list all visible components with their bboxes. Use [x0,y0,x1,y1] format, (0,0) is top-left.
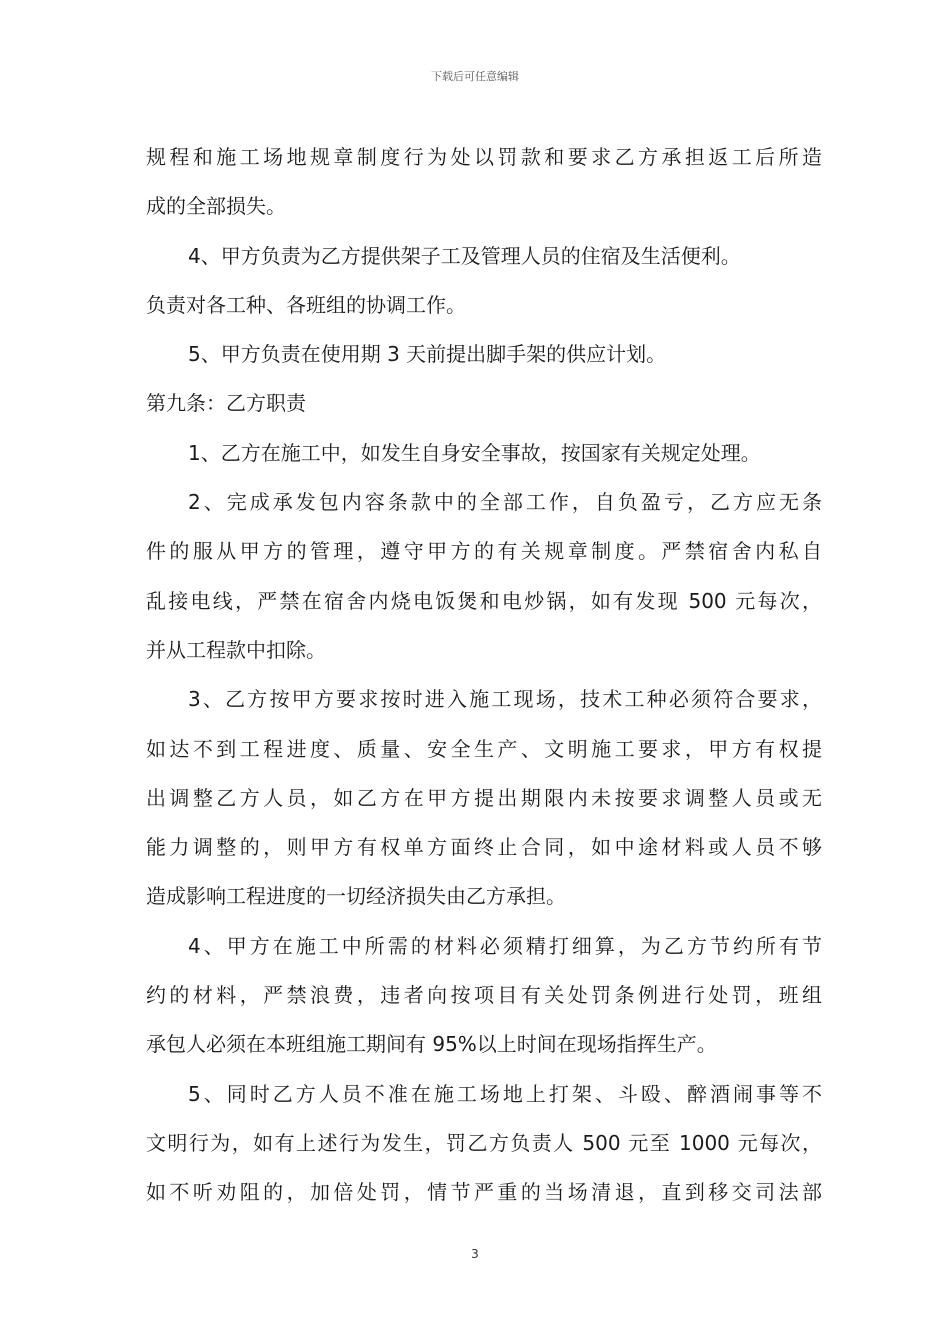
text-line: 3、乙方按甲方要求按时进入施工现场，技术工种必须符合要求， [188,687,822,712]
text-line: 件的服从甲方的管理，遵守甲方的有关规章制度。严禁宿舍内私自 [146,539,822,564]
text-line: 如不听劝阻的，加倍处罚，情节严重的当场清退，直到移交司法部 [146,1180,822,1205]
page-header: 下载后可任意编辑 [431,70,519,83]
text-line: 规程和施工场地规章制度行为处以罚款和要求乙方承担返工后所造 [146,145,822,169]
section-heading: 第九条：乙方职责 [146,391,306,416]
text-line: 负责对各工种、各班组的协调工作。 [146,292,466,317]
text-line: 承包人必须在本班组施工期间有 95%以上时间在现场指挥生产。 [146,1032,717,1057]
text-line: 文明行为，如有上述行为发生，罚乙方负责人 500 元至 1000 元每次， [146,1130,822,1155]
text-line: 2、完成承发包内容条款中的全部工作，自负盈亏，乙方应无条 [188,490,822,515]
text-line: 5、同时乙方人员不准在施工场地上打架、斗殴、醉酒闹事等不 [188,1081,822,1106]
text-line: 乱接电线，严禁在宿舍内烧电饭煲和电炒锅，如有发现 500 元每次， [146,588,822,613]
text-line: 造成影响工程进度的一切经济损失由乙方承担。 [146,884,566,909]
text-line: 4、甲方在施工中所需的材料必须精打细算，为乙方节约所有节 [188,933,822,958]
text-line: 能力调整的，则甲方有权单方面终止合同，如中途材料或人员不够 [146,835,822,860]
text-line: 出调整乙方人员，如乙方在甲方提出期限内未按要求调整人员或无 [146,785,822,810]
page-number: 3 [471,1247,479,1261]
text-line: 并从工程款中扣除。 [146,637,326,662]
text-line: 5、甲方负责在使用期 3 天前提出脚手架的供应计划。 [188,342,667,367]
text-line: 约的材料，严禁浪费，违者向按项目有关处罚条例进行处罚，班组 [146,983,822,1008]
text-line: 4、甲方负责为乙方提供架子工及管理人员的住宿及生活便利。 [188,243,741,268]
text-line: 如达不到工程进度、质量、安全生产、文明施工要求，甲方有权提 [146,736,822,761]
text-line: 1、乙方在施工中，如发生自身安全事故，按国家有关规定处理。 [188,440,761,465]
body-text [146,133,822,1218]
text-line: 成的全部损失。 [146,194,286,219]
